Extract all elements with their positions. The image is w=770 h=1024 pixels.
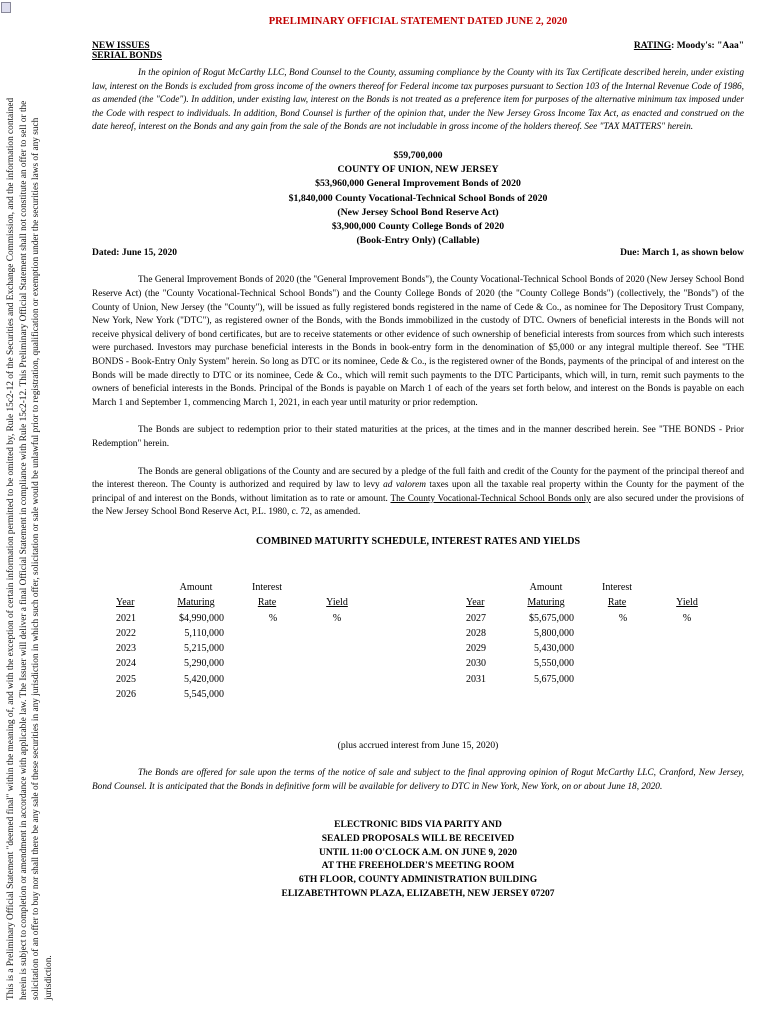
bids-line: 6TH FLOOR, COUNTY ADMINISTRATION BUILDING xyxy=(298,875,538,886)
schedule-left-body xyxy=(114,611,374,703)
schedule-row xyxy=(114,626,374,641)
amount-cell: 5,550,000 xyxy=(534,658,574,670)
rate-cell xyxy=(234,626,300,641)
issue-type xyxy=(92,41,162,61)
schedule-row xyxy=(114,611,374,626)
yield-cell: % xyxy=(682,612,692,624)
title-line: COUNTY OF UNION, NEW JERSEY xyxy=(337,164,499,176)
year-header: Year xyxy=(116,597,135,609)
year-cell: 2022 xyxy=(116,627,136,639)
year-cell: 2030 xyxy=(466,658,486,670)
security-text-a: The Bonds are general obligations of the County and are secured by a pledge of the full faith and credit of the County for the payment of the principal thereof and the interest thereon. The County is authorized and required by law to levy xyxy=(92,466,744,491)
amount-cell: $4,990,000 xyxy=(179,612,224,624)
year-cell: 2027 xyxy=(466,612,486,624)
security-paragraph xyxy=(92,466,744,520)
yield-cell xyxy=(650,641,724,656)
rate-cell: % xyxy=(268,612,278,624)
security-text-italic: ad valorem xyxy=(383,480,426,491)
schedule-row xyxy=(114,687,374,702)
tax-opinion-paragraph: In the opinion of Rogut McCarthy LLC, Bond Counsel to the County, assuming compliance by the County with its Tax Certificate described herein, under existing law, interest on the Bonds is excluded from gross income of the owners thereof for Federal income tax purposes pursuant to Section 103 of the Internal Revenue Code of 1986, as amended (the "Code"). In addition, under existing law, interest on the Bonds is not treated as a preference item for purposes of the alternative minimum tax imposed under the Code with respect to individuals. In addition, Bond Counsel is further of the opinion that, under the New Jersey Gross Income Tax Act, as enacted and construed on the date hereof, interest on the Bonds and any gain from the sale of the Bonds are not includable in gross income of the holders thereof. See "TAX MATTERS" herein. xyxy=(92,68,744,133)
year-cell: 2025 xyxy=(116,673,136,685)
side-notice-line: jurisdiction. xyxy=(43,955,54,1000)
title-line: $59,700,000 xyxy=(393,149,443,161)
document-page xyxy=(92,14,744,899)
due-date: Due: March 1, as shown below xyxy=(620,248,744,259)
bids-notice xyxy=(92,819,744,902)
year-cell: 2026 xyxy=(116,689,136,701)
rate-header-top: Interest xyxy=(252,582,282,593)
rate-header-bottom: Rate xyxy=(257,597,277,609)
yield-cell xyxy=(650,626,724,641)
amount-cell: 5,800,000 xyxy=(534,627,574,639)
schedule-row xyxy=(464,656,724,671)
year-cell: 2023 xyxy=(116,643,136,655)
schedule-title: COMBINED MATURITY SCHEDULE, INTEREST RATES AND YIELDS xyxy=(255,535,581,547)
rate-cell xyxy=(584,641,650,656)
rate-cell xyxy=(234,641,300,656)
security-text-c: are also secured under the provisions of the New Jersey School Bond Reserve Act, P.L. 1980, c. 72, as amended. xyxy=(92,493,744,518)
yield-header: Yield xyxy=(326,597,348,609)
schedule-table-left xyxy=(114,580,374,702)
rate-cell xyxy=(234,656,300,671)
amount-cell: 5,110,000 xyxy=(184,627,224,639)
rate-cell xyxy=(584,672,650,687)
yield-cell xyxy=(650,672,724,687)
bids-line: ELIZABETHTOWN PLAZA, ELIZABETH, NEW JERSEY 07207 xyxy=(281,888,555,899)
amount-cell: $5,675,000 xyxy=(529,612,574,624)
bids-line: SEALED PROPOSALS WILL BE RECEIVED xyxy=(321,833,515,844)
year-cell: 2024 xyxy=(116,658,136,670)
rate-header-top: Interest xyxy=(602,582,632,593)
title-line: $1,840,000 County Vocational-Technical School Bonds of 2020 xyxy=(288,192,548,204)
amount-cell: 5,545,000 xyxy=(184,689,224,701)
schedule-table-right xyxy=(464,580,724,687)
title-line: (Book-Entry Only) (Callable) xyxy=(356,235,480,247)
side-notice-line: This is a Preliminary Official Statement "deemed final" within the meaning of, and with the exception of certain information permitted to be omitted by, Rule 15c2-12 of the Securities and Exchange Commission, and the information contained xyxy=(6,97,16,1000)
schedule-row xyxy=(114,656,374,671)
side-notice-line: herein is subject to completion or amendment in accordance with applicable law. The Issuer will deliver a final Official Statement in compliance with Rule 15c2-12. This Preliminary Official Statement shall not constitute an offer to sell or the xyxy=(18,100,29,1000)
bids-line: AT THE FREEHOLDER'S MEETING ROOM xyxy=(321,861,515,872)
security-text-b: taxes upon all the taxable real property within the County for the payment of the principal of and interest on the Bonds, without limitation as to rate or amount. xyxy=(92,480,744,504)
year-header: Year xyxy=(466,597,485,609)
rate-cell xyxy=(234,672,300,687)
yield-cell xyxy=(300,641,374,656)
bond-title-block xyxy=(92,149,744,248)
bids-line: ELECTRONIC BIDS VIA PARITY AND xyxy=(334,820,502,830)
schedule-row xyxy=(464,611,724,626)
dates-row xyxy=(92,248,744,258)
bonds-description-paragraph: The General Improvement Bonds of 2020 (the "General Improvement Bonds"), the County Vocational-Technical School Bonds of 2020 (New Jersey School Bond Reserve Act) (the "County Vocational-Technical School Bonds") and the County College Bonds of 2020 (the "County College Bonds") (collectively, the "Bonds") of the County of Union, New Jersey (the "County"), will be issued as fully registered bonds registered in the name of Cede & Co., as nominee for The Depository Trust Company, New York, New York ("DTC"), as registered owner of the Bonds, with the Bonds immobilized in the custody of DTC. Owners of beneficial interests in the Bonds will not receive physical delivery of bond certificates, but are to receive statements or other evidence of such ownership of beneficial interests from sources from which such interests were purchased. Investors may purchase beneficial interests in the Bonds in book-entry form in the denomination of $5,000 or any integral multiple thereof. See "THE BONDS - Book-Entry Only System" herein. So long as DTC or its nominee, Cede & Co., is the registered owner of the Bonds, payments of the principal of and interest on the Bonds will be made directly to DTC or its nominee, Cede & Co., which will remit such payments to the DTC Participants, which will, in turn, remit such payments to the owners of beneficial interests in the Bonds. Principal of the Bonds is payable on March 1 of each of the years set forth below, and interest on the Bonds is payable on each March 1 and September 1, commencing March 1, 2021, in each year until maturity or prior redemption. xyxy=(92,275,744,408)
yield-cell xyxy=(650,656,724,671)
year-cell: 2028 xyxy=(466,627,486,639)
rate-cell xyxy=(234,687,300,702)
amount-header-bottom: Maturing xyxy=(527,597,565,609)
side-notice xyxy=(5,40,55,1000)
rating xyxy=(634,41,744,61)
year-cell: 2021 xyxy=(116,612,136,624)
yield-cell: % xyxy=(332,612,342,624)
title-line: $53,960,000 General Improvement Bonds of 2020 xyxy=(315,178,521,190)
side-notice-line: solicitation of an offer to buy nor shall there be any sale of these securities in any jurisdiction in which such offer, solicitation or sale would be unlawful prior to registration, qualification or exemption under the securities laws of any such xyxy=(31,117,41,1000)
amount-cell: 5,290,000 xyxy=(184,658,224,670)
amount-header-top: Amount xyxy=(179,582,213,593)
schedule-row xyxy=(114,672,374,687)
amount-header-bottom: Maturing xyxy=(177,597,215,609)
schedule-right-body xyxy=(464,611,724,687)
amount-header-top: Amount xyxy=(529,582,563,593)
schedule-row xyxy=(114,641,374,656)
schedule-row xyxy=(464,626,724,641)
year-cell: 2029 xyxy=(466,643,486,655)
amount-cell: 5,430,000 xyxy=(534,643,574,655)
yield-cell xyxy=(300,656,374,671)
year-cell: 2031 xyxy=(466,673,486,685)
yield-cell xyxy=(300,672,374,687)
security-text-underlined: The County Vocational-Technical School Bonds only xyxy=(390,493,591,504)
new-issues-label: NEW ISSUES xyxy=(92,41,150,51)
accrued-interest-note: (plus accrued interest from June 15, 2020) xyxy=(337,741,499,751)
rating-label: RATING xyxy=(633,41,672,51)
title-line: $3,900,000 County College Bonds of 2020 xyxy=(331,220,505,232)
issue-rating-row xyxy=(92,41,744,61)
title-line: (New Jersey School Bond Reserve Act) xyxy=(337,206,499,218)
schedule-row xyxy=(464,672,724,687)
schedule-row xyxy=(464,641,724,656)
offering-paragraph: The Bonds are offered for sale upon the terms of the notice of sale and subject to the final approving opinion of Rogut McCarthy LLC, Cranford, New Jersey, Bond Counsel. It is anticipated that the Bonds in definitive form will be available for delivery to DTC in New York, New York, on or about June 18, 2020. xyxy=(92,768,744,793)
rating-value: : Moody's: "Aaa" xyxy=(671,41,744,51)
yield-cell xyxy=(300,626,374,641)
rate-cell xyxy=(584,626,650,641)
rate-cell: % xyxy=(618,612,628,624)
amount-cell: 5,675,000 xyxy=(534,673,574,685)
corner-mark xyxy=(1,2,11,13)
amount-cell: 5,215,000 xyxy=(184,643,224,655)
yield-cell xyxy=(300,687,374,702)
redemption-paragraph: The Bonds are subject to redemption prior to their stated maturities at the prices, at the times and in the manner described herein. See "THE BONDS - Prior Redemption" herein. xyxy=(92,425,744,449)
document-header: PRELIMINARY OFFICIAL STATEMENT DATED JUNE 2, 2020 xyxy=(268,16,568,27)
amount-cell: 5,420,000 xyxy=(184,673,224,685)
bids-line: UNTIL 11:00 O'CLOCK A.M. ON JUNE 9, 2020 xyxy=(319,847,517,858)
serial-bonds-label: SERIAL BONDS xyxy=(92,51,162,61)
rate-header-bottom: Rate xyxy=(607,597,627,609)
yield-header: Yield xyxy=(676,597,698,609)
dated-date: Dated: June 15, 2020 xyxy=(92,248,177,259)
rate-cell xyxy=(584,656,650,671)
